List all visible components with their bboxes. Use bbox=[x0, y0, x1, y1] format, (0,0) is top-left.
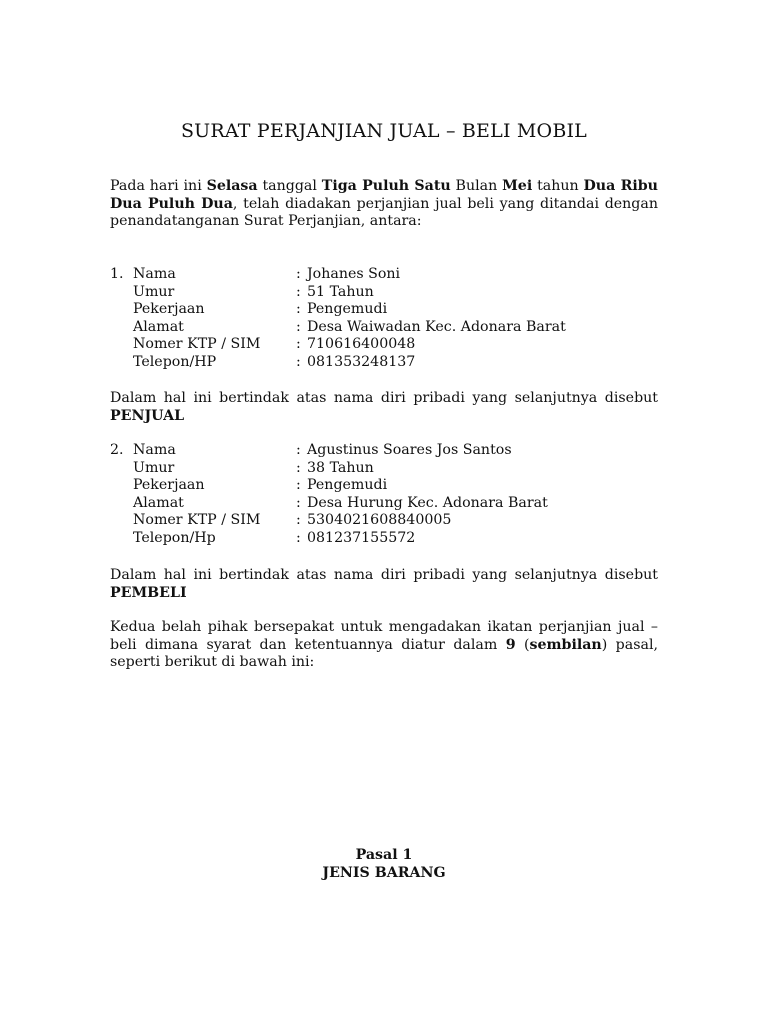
field-colon: : bbox=[296, 283, 301, 300]
field-colon: : bbox=[296, 512, 301, 529]
party-field-row bbox=[110, 266, 658, 284]
article-count: 9 bbox=[505, 636, 516, 653]
party-1-details bbox=[110, 266, 658, 372]
party-number: 1. bbox=[110, 266, 124, 282]
agreement-text: ( bbox=[515, 636, 530, 653]
intro-text: tanggal bbox=[257, 178, 322, 194]
document-title: SURAT PERJANJIAN JUAL – BELI MOBIL bbox=[180, 120, 588, 142]
statement-text: Dalam hal ini bertindak atas nama diri pribadi yang selanjutnya disebut bbox=[110, 567, 658, 583]
field-colon: : bbox=[296, 336, 301, 353]
field-label: Alamat bbox=[133, 318, 184, 335]
field-label: Alamat bbox=[133, 494, 184, 511]
intro-text: , telah diadakan perjanjian jual beli yang ditandai dengan penandatanganan Surat Perjanjian, antara: bbox=[110, 195, 658, 230]
field-value: Pengemudi bbox=[307, 477, 388, 494]
statement-text: Dalam hal ini bertindak atas nama diri pribadi yang selanjutnya disebut bbox=[110, 390, 658, 406]
intro-text: tahun bbox=[532, 178, 584, 194]
field-colon: : bbox=[296, 266, 301, 282]
field-colon: : bbox=[296, 477, 301, 494]
party-field-row bbox=[110, 495, 658, 513]
intro-date: Tiga Puluh Satu bbox=[321, 178, 451, 194]
article-number: Pasal 1 bbox=[355, 847, 413, 863]
article-heading: JENIS BARANG bbox=[322, 865, 446, 881]
party-field-row bbox=[110, 530, 658, 548]
field-value: 5304021608840005 bbox=[307, 512, 452, 529]
party-1-statement bbox=[110, 390, 658, 425]
party-field-row bbox=[110, 319, 658, 337]
intro-text: Pada hari ini bbox=[110, 178, 207, 194]
field-value: 38 Tahun bbox=[307, 459, 374, 476]
field-label: Nama bbox=[133, 442, 176, 458]
intro-text: Bulan bbox=[450, 178, 503, 194]
field-colon: : bbox=[296, 529, 301, 546]
intro-paragraph bbox=[110, 178, 658, 231]
party-number: 2. bbox=[110, 442, 124, 458]
field-value: 081353248137 bbox=[307, 353, 416, 370]
party-field-row bbox=[110, 336, 658, 354]
party-2-details bbox=[110, 442, 658, 548]
field-colon: : bbox=[296, 318, 301, 335]
field-value: Johanes Soni bbox=[307, 266, 401, 282]
field-label: Nomer KTP / SIM bbox=[133, 512, 261, 529]
party-field-row bbox=[110, 442, 658, 460]
intro-year: Dua Ribu Dua Puluh Dua bbox=[110, 178, 658, 212]
field-label: Telepon/HP bbox=[133, 353, 217, 370]
field-value: Agustinus Soares Jos Santos bbox=[307, 442, 512, 458]
party-field-row bbox=[110, 284, 658, 302]
agreement-text: Kedua belah pihak bersepakat untuk mengadakan ikatan perjanjian jual – beli dimana syarat dan ketentuannya diatur dalam bbox=[110, 619, 658, 653]
field-label: Nomer KTP / SIM bbox=[133, 336, 261, 353]
field-label: Pekerjaan bbox=[133, 301, 205, 318]
field-label: Nama bbox=[133, 266, 176, 282]
party-field-row bbox=[110, 477, 658, 495]
field-label: Pekerjaan bbox=[133, 477, 205, 494]
field-colon: : bbox=[296, 301, 301, 318]
field-value: Desa Waiwadan Kec. Adonara Barat bbox=[307, 318, 566, 335]
field-label: Umur bbox=[133, 283, 175, 300]
field-colon: : bbox=[296, 353, 301, 370]
party-field-row bbox=[110, 512, 658, 530]
field-label: Telepon/Hp bbox=[133, 529, 216, 546]
article-count-words: sembilan bbox=[529, 636, 602, 653]
role-label-buyer: PEMBELI bbox=[110, 584, 187, 601]
field-colon: : bbox=[296, 459, 301, 476]
party-field-row bbox=[110, 354, 658, 372]
field-value: 081237155572 bbox=[307, 529, 416, 546]
party-field-row bbox=[110, 301, 658, 319]
intro-day: Selasa bbox=[206, 178, 258, 194]
field-colon: : bbox=[296, 442, 301, 458]
party-2-statement bbox=[110, 567, 658, 602]
field-value: Pengemudi bbox=[307, 301, 388, 318]
agreement-text: ) pasal, seperti berikut di bawah ini: bbox=[110, 636, 658, 671]
role-label-seller: PENJUAL bbox=[110, 407, 185, 424]
field-label: Umur bbox=[133, 459, 175, 476]
agreement-paragraph bbox=[110, 619, 658, 672]
intro-month: Mei bbox=[502, 178, 533, 194]
party-field-row bbox=[110, 460, 658, 478]
field-value: Desa Hurung Kec. Adonara Barat bbox=[307, 494, 548, 511]
field-value: 51 Tahun bbox=[307, 283, 374, 300]
field-colon: : bbox=[296, 494, 301, 511]
field-value: 710616400048 bbox=[307, 336, 416, 353]
